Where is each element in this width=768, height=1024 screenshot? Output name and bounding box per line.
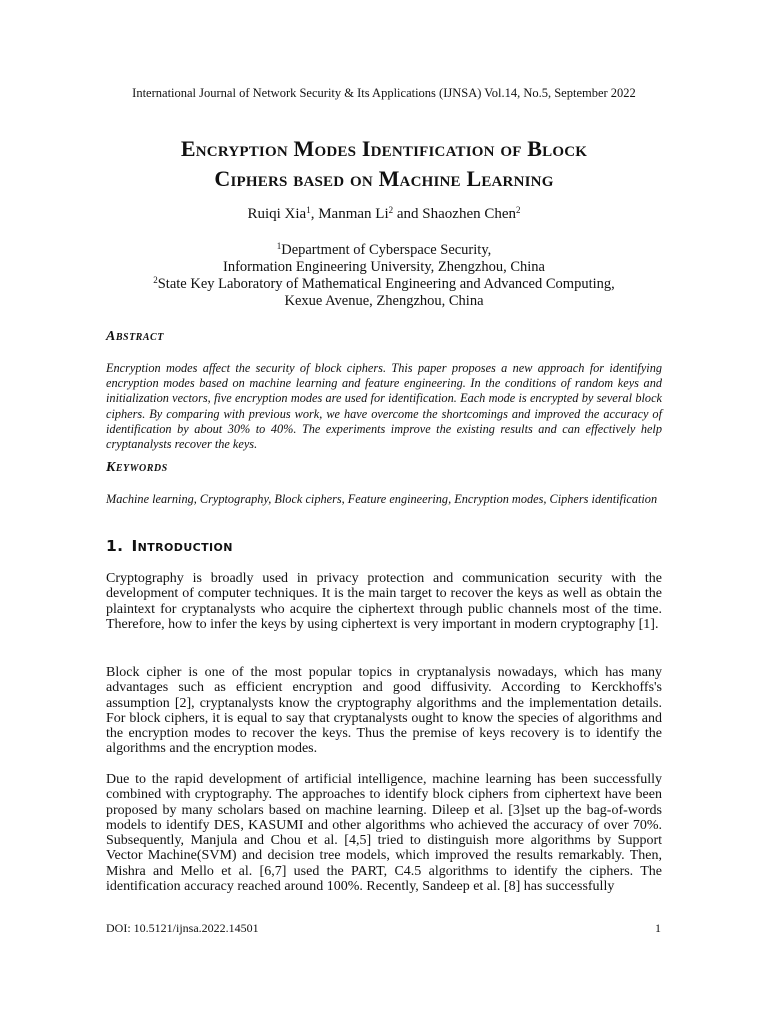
journal-header: International Journal of Network Security & Its Applications (IJNSA) Vol.14, No.5, September 2022 [132, 86, 636, 100]
author-3-affiliation-mark: 2 [516, 205, 521, 215]
intro-paragraph-2: Block cipher is one of the most popular topics in cryptanalysis nowadays, which has many advantages such as efficient encryption and good diffusivity. According to Kerckhoffs's assumption [2], cryptanalysts know the cryptography algorithms and the implementation details. For block ciphers, it is equal to say that cryptanalysts ought to know the species of algorithms and the encryption modes to recover the keys. Thus the premise of keys recovery is to identify the algorithms and the encryption modes. [106, 665, 662, 757]
abstract-heading: Abstract [106, 329, 164, 344]
section-number: 1. [106, 537, 124, 555]
affiliation-2-line-2: Kexue Avenue, Zhengzhou, China [284, 293, 484, 309]
keywords-text: Machine learning, Cryptography, Block ciphers, Feature engineering, Encryption modes, Ciphers identification [106, 492, 658, 506]
keywords-heading: Keywords [106, 460, 168, 475]
affiliations [0, 242, 768, 310]
author-2: Manman Li [318, 206, 389, 222]
affiliation-1-line-2: Information Engineering University, Zhengzhou, China [222, 259, 545, 275]
author-separator: and [393, 206, 423, 222]
author-3: Shaozhen Chen [422, 206, 517, 222]
title-line-2: Ciphers based on Machine Learning [214, 166, 554, 191]
intro-paragraph-3: Due to the rapid development of artificial intelligence, machine learning has been successfully combined with cryptography. The approaches to identify block ciphers from ciphertext have been proposed by many scholars based on machine learning. Dileep et al. [3]set up the bag-of-words models to identify DES, KASUMI and other algorithms who achieved the accuracy of over 70%. Subsequently, Manjula and Chou et al. [4,5] tried to distinguish more algorithms by Support Vector Machine(SVM) and decision tree models, which improved the results remarkably. Then, Mishra and Mello et al. [6,7] used the PART, C4.5 algorithms to identify the ciphers. The identification accuracy reached around 100%. Recently, Sandeep et al. [8] has successfully [106, 772, 662, 895]
affiliation-1-mark: 1 [276, 241, 282, 251]
affiliation-2-mark: 2 [153, 275, 158, 285]
author-separator: , [310, 206, 319, 222]
page-number: 1 [655, 921, 661, 935]
section-title: Introduction [131, 537, 233, 555]
intro-paragraph-1: Cryptography is broadly used in privacy protection and communication security with the development of computer techniques. It is the main target to recover the keys as well as obtain the plaintext for cryptanalysts who acquire the ciphertext through public channels most of the time. Therefore, how to infer the keys by using ciphertext is very important in modern cryptography [1]. [106, 571, 662, 632]
author-1-affiliation-mark: 1 [306, 205, 311, 215]
abstract-text: Encryption modes affect the security of block ciphers. This paper proposes a new approach for identifying encryption modes based on machine learning and feature engineering. In the conditions of random keys and initialization vectors, five encryption modes are used for identification. Each mode is encrypted by several block ciphers. By comparing with previous work, we have overcome the shortcomings and improved the accuracy of identification by about 30% to 40%. The experiments improve the existing results and can effectively help cryptanalysts recover the keys. [106, 361, 662, 452]
affiliation-2-line-1: $^2$State Key Laboratory of Mathematical Engineering and Advanced Computing, [153, 275, 615, 292]
author-list [0, 206, 768, 223]
author-2-affiliation-mark: 2 [388, 205, 394, 215]
footer-doi: DOI: 10.5121/ijnsa.2022.14501 [106, 921, 259, 935]
paper-title [60, 134, 708, 194]
author-1: Ruiqi Xia [247, 206, 307, 222]
affiliation-1-line-1: $^1$Department of Cyberspace Security, [276, 241, 492, 258]
introduction-heading [106, 537, 241, 555]
title-line-1: Encryption Modes Identification of Block [180, 136, 588, 161]
